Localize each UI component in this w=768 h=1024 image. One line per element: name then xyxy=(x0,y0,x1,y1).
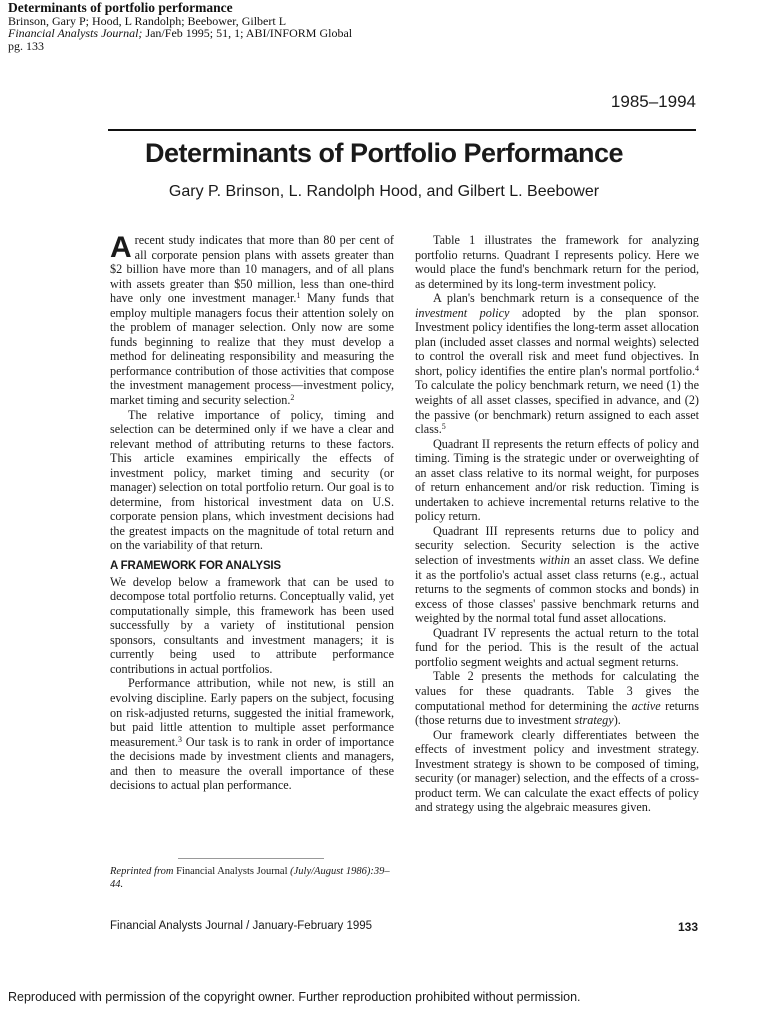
paragraph: Quadrant IV represents the actual return to the total fund for the period. This is the result of the actual portfolio segment weights and actual segment returns. xyxy=(415,625,699,669)
section-heading: A FRAMEWORK FOR ANALYSIS xyxy=(110,560,281,573)
footnote-rule xyxy=(178,858,324,859)
header-rule xyxy=(108,129,696,131)
paragraph xyxy=(415,669,699,727)
right-column xyxy=(415,233,699,815)
citation-journal-issue: Jan/Feb 1995; 51, 1; ABI/INFORM Global xyxy=(142,26,353,40)
paragraph: Table 1 illustrates the framework for analyzing portfolio returns. Quadrant I represents policy. Here we would place the fund's benchmark return for the period, as determined by its long-term investment policy. xyxy=(415,233,699,291)
footnote-ref: 2 xyxy=(290,393,295,403)
paragraph-text: ). xyxy=(613,713,621,728)
paragraph-text: recent study indicates that more than 80 per cent of all corporate pension plans with assets greater than $2 billion have more than 10 managers, and of all plans with assets greater than $50 million, less than one-third have only one investment manager. xyxy=(110,233,394,306)
emphasis: active xyxy=(631,698,661,713)
permission-notice: Reproduced with permission of the copyright owner. Further reproduction prohibited without permission. xyxy=(8,990,581,1004)
paragraph-text: Our task is to rank in order of importance the decisions made by investment clients and managers, and then to measure the overall importance of these decisions to actual plan performance. xyxy=(110,734,394,793)
paragraph: Our framework clearly differentiates between the effects of investment policy and investment strategy. Investment strategy is shown to be composed of timing, security (or manager) selection, and the effects of a cross-product term. We can calculate the exact effects of policy and strategy using the algebraic measures given. xyxy=(415,727,699,815)
paragraph-text: Quadrant III represents returns due to policy and security selection. Security selection is the active selection of investments xyxy=(415,523,699,568)
paragraph-text: adopted by the plan sponsor. Investment policy identifies the long-term asset allocation plan (included asset classes and normal weights) selected to control the overall risk and meet fund objectives. In short, policy identifies the entire plan's normal portfolio. xyxy=(415,305,700,378)
footnote-ref: 5 xyxy=(441,422,446,432)
emphasis: investment policy xyxy=(415,305,510,320)
emphasis: strategy xyxy=(574,713,614,728)
drop-cap: A xyxy=(110,231,132,264)
paragraph-text: returns (those returns due to investment xyxy=(415,698,699,728)
reprint-journal: Financial Analysts Journal xyxy=(173,866,291,877)
year-range: 1985–1994 xyxy=(610,92,696,111)
paragraph-text: A plan's benchmark return is a consequence of the xyxy=(433,291,699,306)
left-column xyxy=(110,233,394,793)
citation-title: Determinants of portfolio performance xyxy=(8,0,233,15)
paragraph xyxy=(415,291,699,436)
paragraph-text: Performance attribution, while not new, is still an evolving discipline. Early papers on the subject, focusing on risk-adjusted returns, suggested the initial framework, but paid little attention to multiple asset performance measurement. xyxy=(110,676,394,749)
emphasis: within xyxy=(539,553,570,568)
footnote-ref: 4 xyxy=(695,363,699,373)
article-title: Determinants of Portfolio Performance xyxy=(144,138,624,168)
footnote-ref: 3 xyxy=(178,734,183,744)
page-number: 133 xyxy=(678,920,699,934)
reprinted-label: Reprinted from xyxy=(110,866,174,877)
paragraph-text: Table 2 presents the methods for calculating the values for these quadrants. Table 3 gives the computational method for determining the xyxy=(415,669,699,713)
citation-page: pg. 133 xyxy=(8,38,44,53)
reprint-footnote xyxy=(110,865,394,891)
citation-journal xyxy=(8,27,352,40)
paragraph: We develop below a framework that can be used to decompose total portfolio returns. Conceptually valid, yet computationally simple, this framework has been used successfully by a variety of institutional pension sponsors, consultants and investment managers; it is currently being used to attribute performance contributions in actual portfolios. xyxy=(110,574,394,676)
citation-authors: Brinson, Gary P; Hood, L Randolph; Beebower, Gilbert L xyxy=(8,13,287,28)
paragraph xyxy=(110,233,394,408)
paragraph: Quadrant II represents the return effects of policy and timing. Timing is the strategic under or overweighting of an asset class relative to its normal weight, for purposes of return enhancement and/or risk reduction. Timing is undertaken to achieve incremental returns relative to the policy return. xyxy=(415,436,699,524)
footer-journal: Financial Analysts Journal / January-February 1995 xyxy=(110,920,373,932)
paragraph xyxy=(110,676,394,792)
paragraph xyxy=(415,524,699,626)
footnote-ref: 1 xyxy=(296,291,301,301)
article-authors: Gary P. Brinson, L. Randolph Hood, and Gilbert L. Beebower xyxy=(168,183,600,200)
citation-journal-name: Financial Analysts Journal; xyxy=(8,26,143,40)
paragraph: The relative importance of policy, timing and selection can be determined only if we have a clear and relevant method of attributing returns to these factors. This article examines empirically the effects of investment policy, market timing and security (or manager) selection on total portfolio return. Our goal is to determine, from historical investment data on U.S. corporate pension plans, which investment decisions had the greatest impacts on the magnitude of total return and on the variability of that return. xyxy=(110,407,394,553)
paragraph-text: an asset class. We define it as the portfolio's actual asset class returns (e.g., actual returns to the segments of common stocks and bonds) in excess of those classes' passive benchmark returns and weighted by the normal total fund asset allocations. xyxy=(415,553,699,626)
paragraph-text: To calculate the policy benchmark return, we need (1) the weights of all asset classes, specified in advance, and (2) the passive (or benchmark) return assigned to each asset class. xyxy=(415,378,699,437)
paragraph-text: Many funds that employ multiple managers focus their attention solely on the problem of manager selection. Only now are some funds beginning to realize that they must develop a method for delineating responsibility and measuring the performance contribution of those activities that compose the investment management process—investment policy, market timing and security selection. xyxy=(110,291,394,408)
reprint-issue: (July/August 1986):39–44. xyxy=(110,866,390,890)
citation-header xyxy=(8,2,352,52)
